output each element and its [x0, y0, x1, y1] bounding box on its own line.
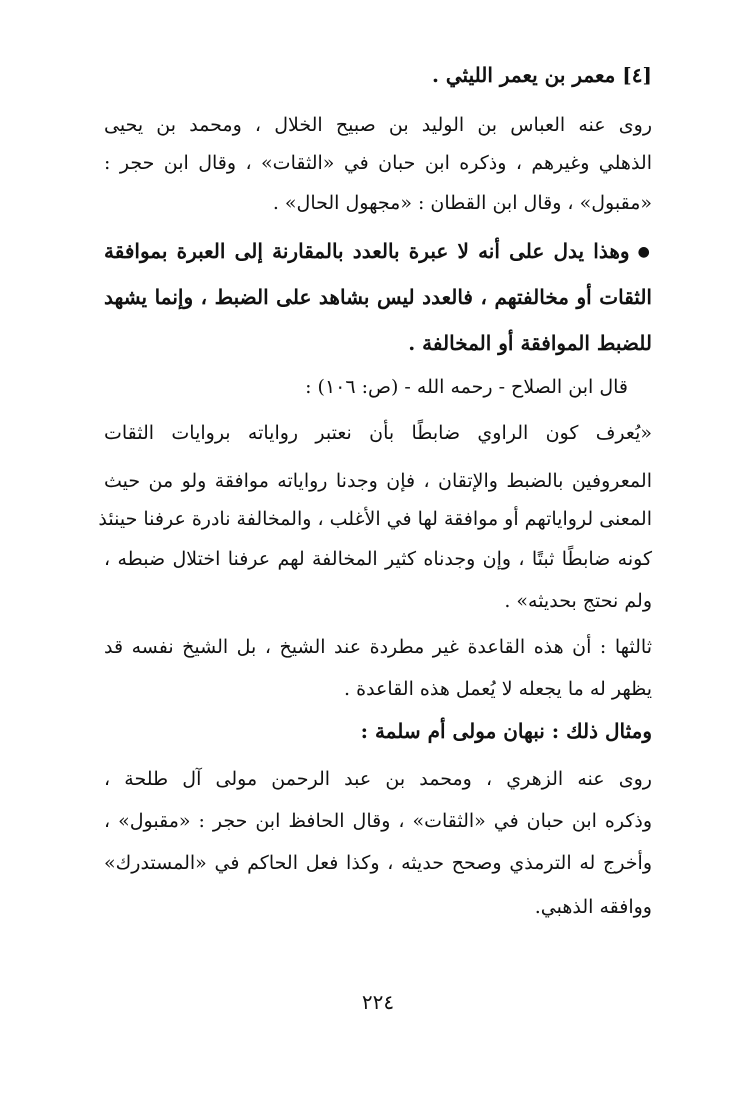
text-line: قال ابن الصلاح - رحمه الله - (ص: ١٠٦) :	[305, 376, 628, 398]
quote-line: المعروفين بالضبط والإتقان ، فإن وجدنا رواياته موافقة ولو من حيث	[104, 470, 652, 492]
quote-line: المعنى لرواياتهم أو موافقة لها في الأغلب ، والمخالفة نادرة عرفنا حينئذ	[98, 508, 652, 530]
text-line: وذكره ابن حبان في «الثقات» ، وقال الحافظ ابن حجر : «مقبول» ،	[104, 810, 652, 832]
text-line-bold: الثقات أو مخالفتهم ، فالعدد ليس بشاهد على الضبط ، وإنما يشهد	[104, 285, 652, 309]
text-line: ووافقه الذهبي.	[534, 896, 652, 918]
quote-line: «يُعرف كون الراوي ضابطًا بأن نعتبر رواياته بروايات الثقات	[104, 422, 652, 444]
quote-line: كونه ضابطًا ثبتًا ، وإن وجدناه كثير المخالفة لهم عرفنا اختلال ضبطه ،	[104, 548, 652, 570]
text-line: «مقبول» ، وقال ابن القطان : «مجهول الحال» .	[272, 192, 652, 214]
page-number: ٢٢٤	[361, 990, 395, 1014]
text-line: الذهلي وغيرهم ، وذكره ابن حبان في «الثقات» ، وقال ابن حجر :	[104, 152, 652, 174]
text-line: يظهر له ما يجعله لا يُعمل هذه القاعدة .	[344, 678, 652, 700]
section-heading: [٤] معمر بن يعمر الليثي .	[431, 63, 652, 87]
text-line: روى عنه الزهري ، ومحمد بن عبد الرحمن مولى آل طلحة ،	[104, 768, 652, 790]
example-heading: ومثال ذلك : نبهان مولى أم سلمة :	[360, 719, 652, 743]
text-line-bold: ● وهذا يدل على أنه لا عبرة بالعدد بالمقارنة إلى العبرة بموافقة	[104, 238, 652, 265]
text-line-bold: للضبط الموافقة أو المخالفة .	[408, 331, 652, 355]
text-line: ثالثها : أن هذه القاعدة غير مطردة عند الشيخ ، بل الشيخ نفسه قد	[104, 636, 652, 658]
text-line: وأخرج له الترمذي وصحح حديثه ، وكذا فعل الحاكم في «المستدرك»	[104, 852, 652, 874]
quote-line: ولم نحتج بحديثه» .	[504, 590, 652, 612]
text-line: روى عنه العباس بن الوليد بن صبيح الخلال ، ومحمد بن يحيى	[104, 114, 652, 136]
